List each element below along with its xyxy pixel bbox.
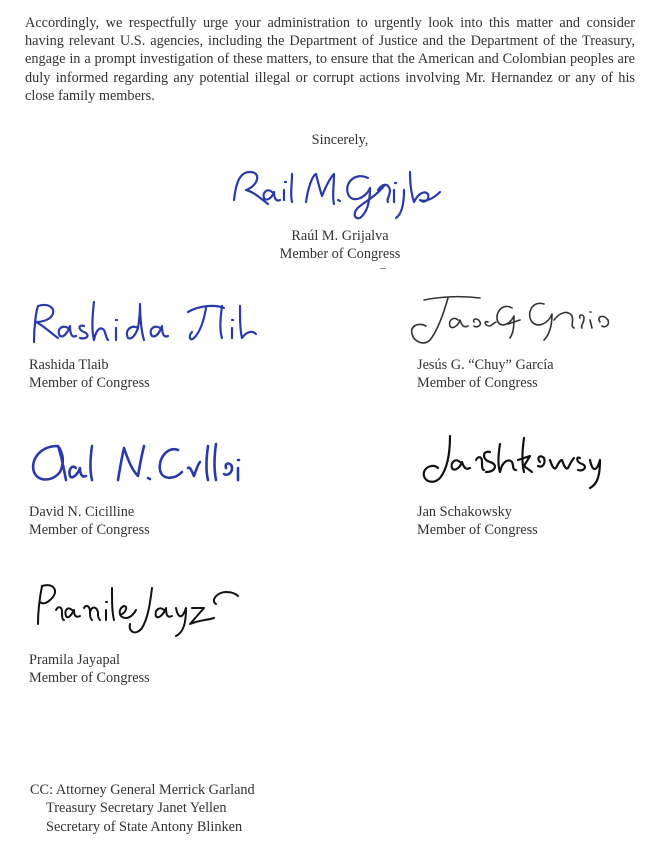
signature-cicilline xyxy=(28,438,248,490)
signatory-name: Rashida Tlaib xyxy=(29,357,109,373)
signatory-title: Member of Congress xyxy=(417,375,538,391)
signatory-title: Member of Congress xyxy=(417,522,538,538)
signatory-name: Jesús G. “Chuy” García xyxy=(417,357,554,373)
signatory-schakowsky xyxy=(417,503,538,539)
signature-tlaib xyxy=(28,298,258,348)
signatory-name: Pramila Jayapal xyxy=(29,652,120,668)
signatory-title: Member of Congress xyxy=(279,246,401,262)
signatory-grijalva xyxy=(240,227,440,263)
signatory-title: Member of Congress xyxy=(29,670,150,686)
signature-schakowsky xyxy=(420,430,610,490)
signature-grijalva xyxy=(228,160,448,222)
signatory-jayapal xyxy=(29,651,150,687)
signatory-title: Member of Congress xyxy=(29,375,150,391)
signatory-cicilline xyxy=(29,503,150,539)
signatory-title: Member of Congress xyxy=(29,522,150,538)
closing-paragraph: Accordingly, we respectfully urge your administration to urgently look into this matter and consider having relevant U.S. agencies, including the Department of Justice and the Department of the Treasury, engage in a prompt investigation of these matters, to ensure that the American and Colombian peoples are duly informed regarding any potential illegal or corrupt actions involving Mr. Hernandez or any of his close family members. xyxy=(25,15,635,104)
cc-line: CC: Attorney General Merrick Garland xyxy=(30,782,255,798)
signatory-name: Raúl M. Grijalva xyxy=(291,228,389,244)
signatory-name: David N. Cicilline xyxy=(29,504,135,520)
valediction: Sincerely, xyxy=(311,132,369,148)
cc-block xyxy=(30,781,255,836)
signatory-name: Jan Schakowsky xyxy=(417,504,512,520)
divider-mark xyxy=(380,268,386,269)
signature-jayapal xyxy=(32,578,242,638)
signature-garcia xyxy=(404,290,624,350)
signatory-tlaib xyxy=(29,356,150,392)
cc-line: Treasury Secretary Janet Yellen xyxy=(46,800,227,817)
cc-line: Secretary of State Antony Blinken xyxy=(46,818,243,835)
signatory-garcia xyxy=(417,356,554,392)
